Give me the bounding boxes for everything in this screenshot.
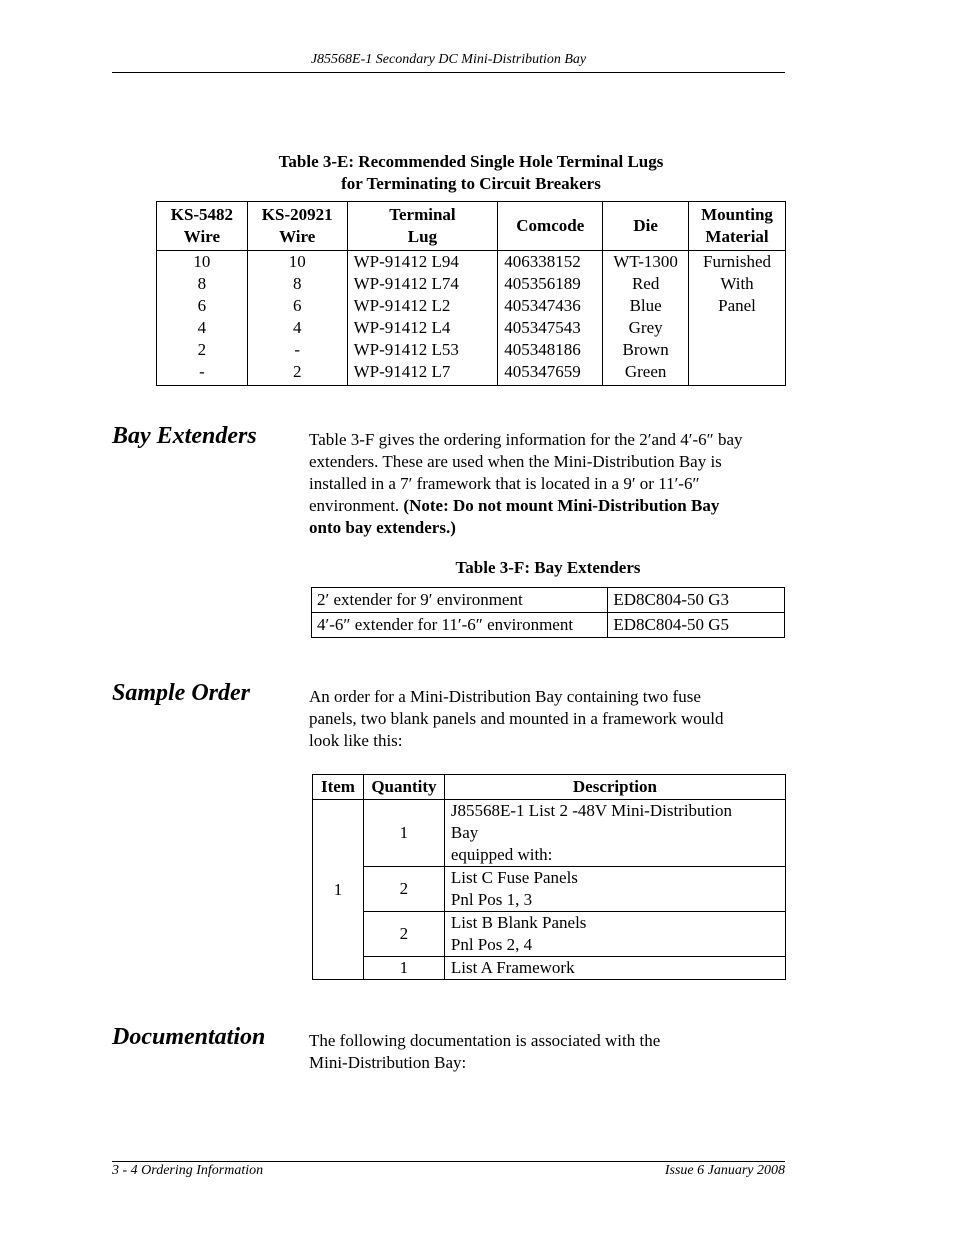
header-rule <box>112 72 785 73</box>
bay-extenders-note: (Note: Do not mount Mini-Distribution Bay <box>403 496 720 515</box>
comcode-values: 406338152 405356189 405347436 405347543 405348186 405347659 <box>498 251 603 386</box>
col-header-terminal-lug: Terminal Lug <box>347 202 498 251</box>
extender-desc: 2′ extender for 9′ environment <box>312 588 608 613</box>
table-row <box>312 588 785 613</box>
footer-rule <box>112 1161 785 1162</box>
bay-extenders-table <box>311 587 785 638</box>
bay-extenders-paragraph: Table 3-F gives the ordering information for the 2′and 4′-6″ bay extenders. These are used when the Mini-Distribution Bay is installed in a 7′ framework that is located in a 9′ or 11′-6″ environment. (Note: Do not mount Mini-Distribution Bay onto bay extenders.) <box>309 430 743 537</box>
table-3e-caption-line1: Table 3-E: Recommended Single Hole Terminal Lugs <box>278 152 664 171</box>
extender-code: ED8C804-50 G5 <box>608 613 785 638</box>
col-header-item: Item <box>313 775 364 800</box>
quantity-cell: 2 <box>363 912 444 957</box>
documentation-heading: Documentation <box>112 1024 266 1050</box>
running-header: J85568E-1 Secondary DC Mini-Distribution Bay <box>310 52 587 67</box>
table-row <box>313 957 786 980</box>
table-3f-caption: Table 3-F: Bay Extenders <box>455 558 641 577</box>
sample-order-table <box>312 774 786 980</box>
terminal-lugs-table <box>156 201 786 386</box>
table-header-row <box>313 775 786 800</box>
col-header-ks20921: KS-20921 Wire <box>247 202 347 251</box>
quantity-cell: 1 <box>363 800 444 867</box>
footer-left: 3 - 4 Ordering Information <box>112 1163 264 1178</box>
col-header-die: Die <box>603 202 689 251</box>
lug-values: WP-91412 L94 WP-91412 L74 WP-91412 L2 WP-91412 L4 WP-91412 L53 WP-91412 L7 <box>347 251 498 386</box>
bay-extenders-heading: Bay Extenders <box>112 423 257 449</box>
table-row <box>313 867 786 912</box>
quantity-cell: 1 <box>363 957 444 980</box>
table-body-row <box>157 251 786 386</box>
documentation-paragraph: The following documentation is associated with the Mini-Distribution Bay: <box>309 1031 661 1072</box>
ks5482-values: 10 8 6 4 2 - <box>157 251 248 386</box>
table-row <box>312 613 785 638</box>
description-cell: List C Fuse Panels Pnl Pos 1, 3 <box>444 867 785 912</box>
col-header-description: Description <box>444 775 785 800</box>
ks20921-values: 10 8 6 4 - 2 <box>247 251 347 386</box>
die-values: WT-1300 Red Blue Grey Brown Green <box>603 251 689 386</box>
footer-right: Issue 6 January 2008 <box>664 1163 785 1178</box>
sample-order-paragraph: An order for a Mini-Distribution Bay containing two fuse panels, two blank panels and mounted in a framework would look like this: <box>309 687 724 750</box>
table-header-row <box>157 202 786 251</box>
item-number: 1 <box>313 800 364 980</box>
description-cell: J85568E-1 List 2 -48V Mini-Distribution Bay equipped with: <box>444 800 785 867</box>
table-row <box>313 912 786 957</box>
col-header-mounting: Mounting Material <box>689 202 786 251</box>
description-cell: List A Framework <box>444 957 785 980</box>
col-header-ks5482: KS-5482 Wire <box>157 202 248 251</box>
quantity-cell: 2 <box>363 867 444 912</box>
table-3e-caption-line2: for Terminating to Circuit Breakers <box>341 174 601 193</box>
table-row <box>313 800 786 867</box>
table-3e-caption <box>156 151 786 195</box>
mounting-values: Furnished With Panel <box>689 251 786 386</box>
col-header-quantity: Quantity <box>363 775 444 800</box>
sample-order-heading: Sample Order <box>112 680 250 706</box>
description-cell: List B Blank Panels Pnl Pos 2, 4 <box>444 912 785 957</box>
extender-code: ED8C804-50 G3 <box>608 588 785 613</box>
col-header-comcode: Comcode <box>498 202 603 251</box>
extender-desc: 4′-6″ extender for 11′-6″ environment <box>312 613 608 638</box>
